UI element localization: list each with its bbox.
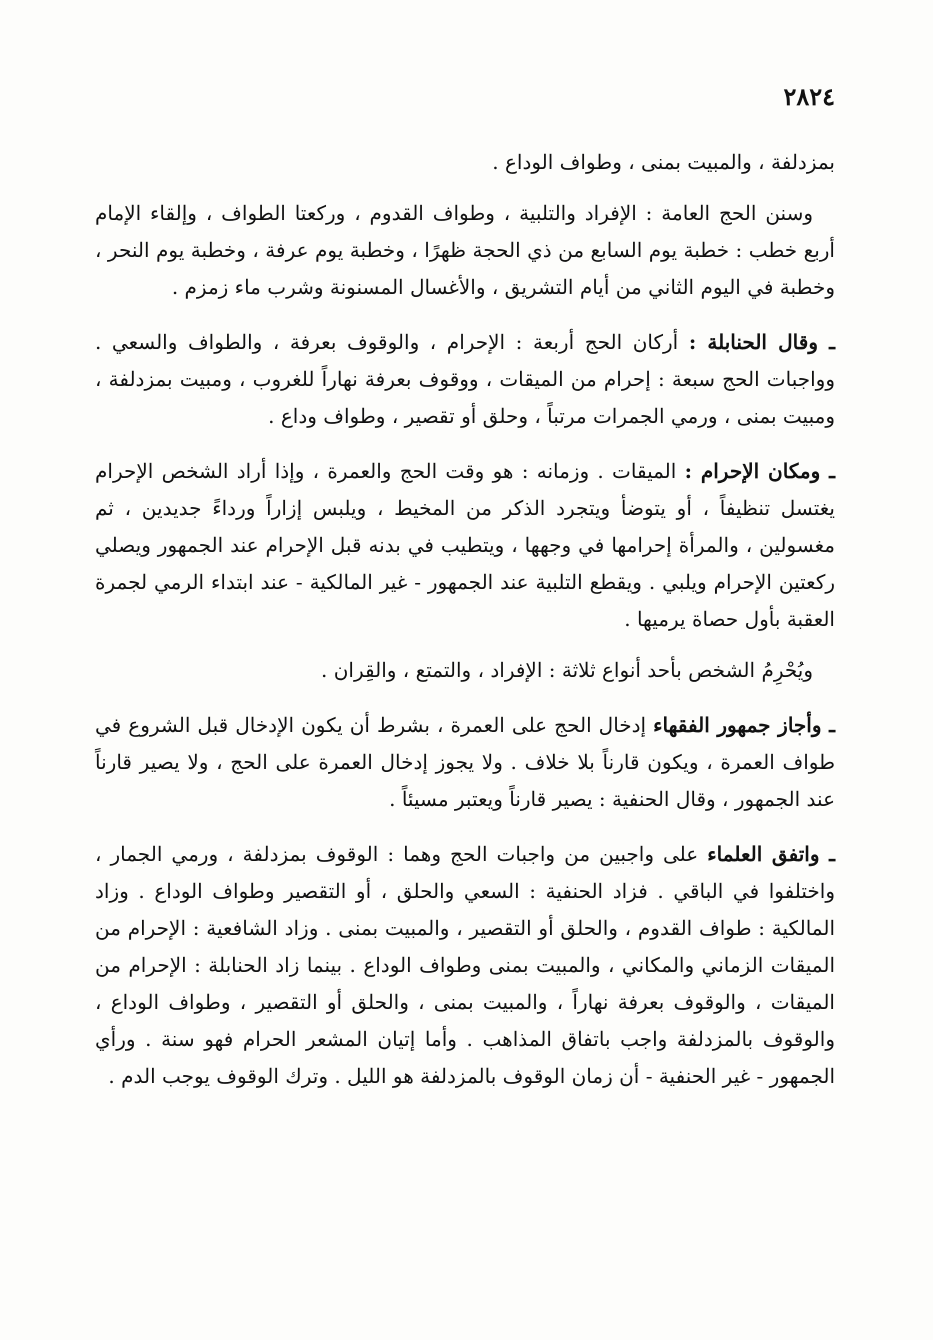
paragraph-4: [95, 453, 835, 638]
paragraph-6-lead: ـ وأجاز جمهور الفقهاء: [653, 713, 835, 737]
paragraph-6: [95, 707, 835, 818]
paragraph-7-text: على واجبين من واجبات الحج وهما : الوقوف بمزدلفة ، ورمي الجمار ، واختلفوا في الباقي . فزاد الحنفية : السعي والحلق ، أو التقصير وطواف الوداع . وزاد المالكية : طواف القدوم ، والحلق أو التقصير ، والمبيت بمنى . وزاد الشافعية : الإحرام من الميقات الزماني والمكاني ، والمبيت بمنى وطواف الوداع . بينما زاد الحنابلة : الإحرام من الميقات ، والوقوف بعرفة نهاراً ، والمبيت بمنى ، والحلق أو التقصير ، وطواف الوداع ، والوقوف بالمزدلفة واجب باتفاق المذاهب . وأما إتيان المشعر الحرام فهو سنة . ورأي الجمهور - غير الحنفية - أن زمان الوقوف بالمزدلفة هو الليل . وترك الوقوف يوجب الدم .: [95, 842, 835, 1088]
paragraph-3-lead: ـ وقال الحنابلة :: [688, 330, 836, 354]
paragraph-4-lead: ـ ومكان الإحرام :: [684, 459, 835, 483]
page-number: ٢٨٢٤: [783, 82, 835, 111]
paragraph-3: [95, 324, 835, 435]
paragraph-4-text: الميقات . وزمانه : هو وقت الحج والعمرة ، وإذا أراد الشخص الإحرام يغتسل تنظيفاً ، أو يتوضأ ويتجرد الذكر من المخيط ، ويلبس إزاراً ورداءً جديدين ، ثم مغسولين ، والمرأة إحرامها في وجهها ، ويتطيب في بدنه قبل الإحرام عند الجمهور ويصلي ركعتين الإحرام ويلبي . ويقطع التلبية عند الجمهور - غير المالكية - عند ابتداء الرمي لجمرة العقبة بأول حصاة يرميها .: [95, 459, 835, 631]
paragraph-3-text: أركان الحج أربعة : الإحرام ، والوقوف بعرفة ، والطواف والسعي . وواجبات الحج سبعة : إحرام من الميقات ، ووقوف بعرفة نهاراً للغروب ، ومبيت بمزدلفة ، ومبيت بمنى ، ورمي الجمرات مرتباً ، وحلق أو تقصير ، وطواف وداع .: [95, 330, 835, 428]
paragraph-2: [95, 195, 835, 306]
paragraph-2-text: وسنن الحج العامة : الإفراد والتلبية ، وطواف القدوم ، وركعتا الطواف ، وإلقاء الإمام أربع خطب : خطبة يوم السابع من ذي الحجة ظهرًا ، وخطبة يوم عرفة ، وخطبة يوم النحر ، وخطبة في اليوم الثاني من أيام التشريق ، والأغسال المسنونة وشرب ماء زمزم .: [95, 201, 835, 299]
paragraph-7: [95, 836, 835, 1095]
paragraph-6-text: إدخال الحج على العمرة ، بشرط أن يكون الإدخال قبل الشروع في طواف العمرة ، ويكون قارناً بلا خلاف . ولا يجوز إدخال العمرة على الحج ، ولا يصير قارناً عند الجمهور ، وقال الحنفية : يصير قارناً ويعتبر مسيئاً .: [95, 713, 835, 811]
paragraph-5: [95, 652, 835, 689]
paragraph-1: [95, 144, 835, 181]
paragraph-1-text: بمزدلفة ، والمبيت بمنى ، وطواف الوداع .: [492, 150, 835, 174]
paragraph-5-text: ويُحْرِمُ الشخص بأحد أنواع ثلاثة : الإفراد ، والتمتع ، والقِران .: [321, 658, 813, 682]
page-body: [95, 144, 835, 1109]
paragraph-7-lead: ـ واتفق العلماء: [707, 842, 835, 866]
